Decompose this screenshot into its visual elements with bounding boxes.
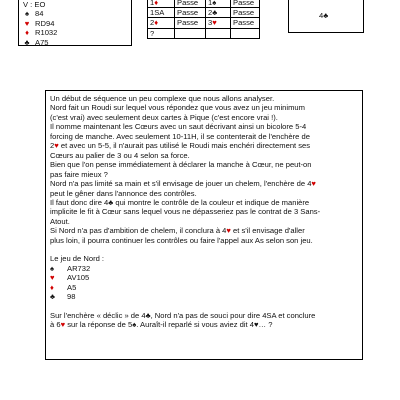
north-cards: AV105 — [67, 273, 90, 283]
bidding-row — [148, 18, 260, 28]
text-part: Atout. — [50, 216, 70, 226]
text-part: Il nomme maintenant les Cœurs avec un saut décrivant ainsi un bicolore 5-4 — [50, 122, 307, 132]
contract-box — [288, 0, 364, 33]
text-line — [50, 94, 358, 103]
text-line — [50, 103, 358, 112]
club-icon: ♣ — [24, 37, 30, 47]
bid-cell — [148, 8, 175, 18]
bid-text: 1 — [150, 0, 155, 7]
bid-text: Passe — [233, 0, 255, 7]
bid-cell — [206, 18, 231, 28]
suit-icon: ♣ — [108, 197, 114, 207]
text-line — [50, 113, 358, 122]
text-part: , Nord n'a pas de souci pour dire 4SA et conclure — [150, 310, 316, 320]
club-icon: ♣ — [323, 11, 329, 20]
north-holding — [50, 292, 358, 301]
bid-cell — [231, 28, 260, 38]
bid-cell — [175, 18, 206, 28]
bid-cell — [148, 0, 175, 8]
north-cards: 98 — [67, 292, 76, 302]
bid-text: Passe — [177, 0, 199, 7]
text-line — [50, 198, 358, 207]
hand-cards: 84 — [35, 9, 44, 19]
text-line — [50, 141, 358, 150]
bid-cell — [175, 28, 206, 38]
bid-cell — [231, 0, 260, 8]
contract-level: 4 — [319, 11, 324, 20]
bid-cell — [206, 28, 231, 38]
bid-text: 1SA — [150, 8, 165, 18]
analysis-paragraph-1 — [50, 94, 358, 245]
analysis-paragraph-2 — [50, 311, 358, 330]
suit-icon: ♥ — [226, 226, 231, 236]
text-part: plus loin, il pourra continuer les contrôles ou faire l'appel aux As selon son jeu. — [50, 235, 313, 245]
text-line — [50, 207, 358, 216]
suit-icon: ♦ — [154, 0, 159, 7]
text-part: (c'est vrai) avec seulement deux cartes à Pique (c'est encore vrai !). — [50, 112, 278, 122]
text-part: Nord n'a pas limité sa main et s'il envisage de jouer un chelem, l'enchère de 4 — [50, 179, 312, 189]
contract — [319, 11, 328, 20]
text-part: à 6 — [50, 319, 61, 329]
suit-icon: ♥ — [54, 141, 59, 151]
bidding-table — [147, 0, 260, 39]
bid-cell — [206, 8, 231, 18]
text-line — [50, 311, 358, 320]
text-part: Si Nord n'a pas d'ambition de chelem, il conclura à 4 — [50, 226, 227, 236]
north-title: Le jeu de Nord : — [50, 254, 105, 264]
suit-icon: ♥ — [60, 319, 66, 329]
bid-text: Passe — [177, 18, 199, 28]
text-part: Nord fait un Roudi sur lequel vous répondez que vous avez un jeu minimum — [50, 103, 305, 113]
north-hand — [50, 264, 358, 302]
hand-cards: R1032 — [35, 28, 58, 38]
bid-cell — [206, 0, 231, 8]
text-line — [50, 122, 358, 131]
text-part: Un début de séquence un peu complexe que nous allons analyser. — [50, 94, 275, 103]
text-line — [50, 236, 358, 245]
bid-text: 2 — [208, 8, 213, 18]
text-line — [50, 132, 358, 141]
bid-text: Passe — [233, 8, 255, 18]
text-line — [50, 217, 358, 226]
analysis-box — [45, 90, 363, 360]
bid-text: ? — [150, 28, 155, 38]
north-cards: AR732 — [67, 263, 91, 273]
bid-cell — [148, 18, 175, 28]
hand-row — [23, 28, 131, 37]
bid-text: Passe — [233, 18, 255, 28]
hand-row — [23, 38, 131, 47]
text-part: qui montre le contrôle de la couleur et indique de manière — [113, 197, 310, 207]
suit-icon: ♦ — [154, 18, 159, 28]
text-line — [50, 179, 358, 188]
text-part: 2 — [50, 141, 55, 151]
text-line — [50, 189, 358, 198]
suit-icon: ♥ — [50, 273, 55, 283]
hand-row — [23, 19, 131, 28]
diamond-icon: ♦ — [25, 28, 29, 38]
suit-icon: ♠ — [212, 0, 217, 7]
north-holding — [50, 273, 358, 282]
hand-box — [18, 0, 132, 46]
text-part: peut le gêner dans l'annonce des contrôles. — [50, 188, 197, 198]
text-line — [50, 151, 358, 160]
text-part: et s'il envisage d'aller — [230, 226, 305, 236]
text-part: implicite le fit à Cœur sans lequel vous ne dépasseriez pas le contrat de 3 Sans- — [50, 207, 321, 217]
bidding-row — [148, 0, 260, 8]
text-line — [50, 160, 358, 169]
bid-cell — [175, 0, 206, 8]
text-part: Bien que l'on pense immédiatement à déclarer la manche à Cœur, ne peut-on — [50, 160, 312, 170]
bidding-row — [148, 28, 260, 38]
text-line — [50, 226, 358, 235]
bid-cell — [231, 8, 260, 18]
north-cards: A5 — [67, 282, 77, 292]
heart-icon: ♥ — [24, 18, 30, 28]
bid-cell — [175, 8, 206, 18]
hand-row — [23, 9, 131, 18]
text-part: et avec un 5-5, il n'aurait pas utilisé le Roudi mais enchéri directement ses — [58, 141, 311, 151]
suit-icon: ♥ — [212, 18, 217, 28]
text-part: Il faut donc dire 4 — [50, 197, 109, 207]
text-part: Cœurs au palier de 3 ou 4 selon sa force. — [50, 150, 190, 160]
hand-rows — [23, 9, 131, 47]
bidding-row — [148, 8, 260, 18]
text-part: forcing de manche. Avec seulement 10-11H, il se contenterait de l'enchère de — [50, 131, 310, 141]
north-holding — [50, 283, 358, 292]
bid-text: 1 — [208, 0, 213, 7]
north-holding — [50, 264, 358, 273]
suit-icon: ♠ — [50, 263, 55, 273]
hand-header: V : EO — [23, 0, 46, 9]
suit-icon: ♣ — [145, 310, 151, 320]
text-part: sur la réponse de 5♠. Auraît-il reparlé si vous aviez dit 4♥… ? — [65, 319, 273, 329]
bid-cell — [148, 28, 175, 38]
text-part: Sur l'enchère « déclic » de 4 — [50, 310, 146, 320]
text-line — [50, 320, 358, 329]
suit-icon: ♦ — [50, 282, 54, 292]
text-line — [50, 170, 358, 179]
suit-icon: ♣ — [212, 8, 218, 18]
bid-text: 2 — [150, 18, 155, 28]
spade-icon: ♠ — [24, 9, 30, 19]
text-part: pas faire mieux ? — [50, 169, 108, 179]
hand-cards: RD94 — [35, 18, 55, 28]
suit-icon: ♣ — [50, 292, 55, 302]
suit-icon: ♥ — [311, 179, 316, 189]
hand-cards: A75 — [35, 37, 49, 47]
bid-text: 3 — [208, 18, 213, 28]
bid-text: Passe — [177, 8, 199, 18]
bid-cell — [231, 18, 260, 28]
